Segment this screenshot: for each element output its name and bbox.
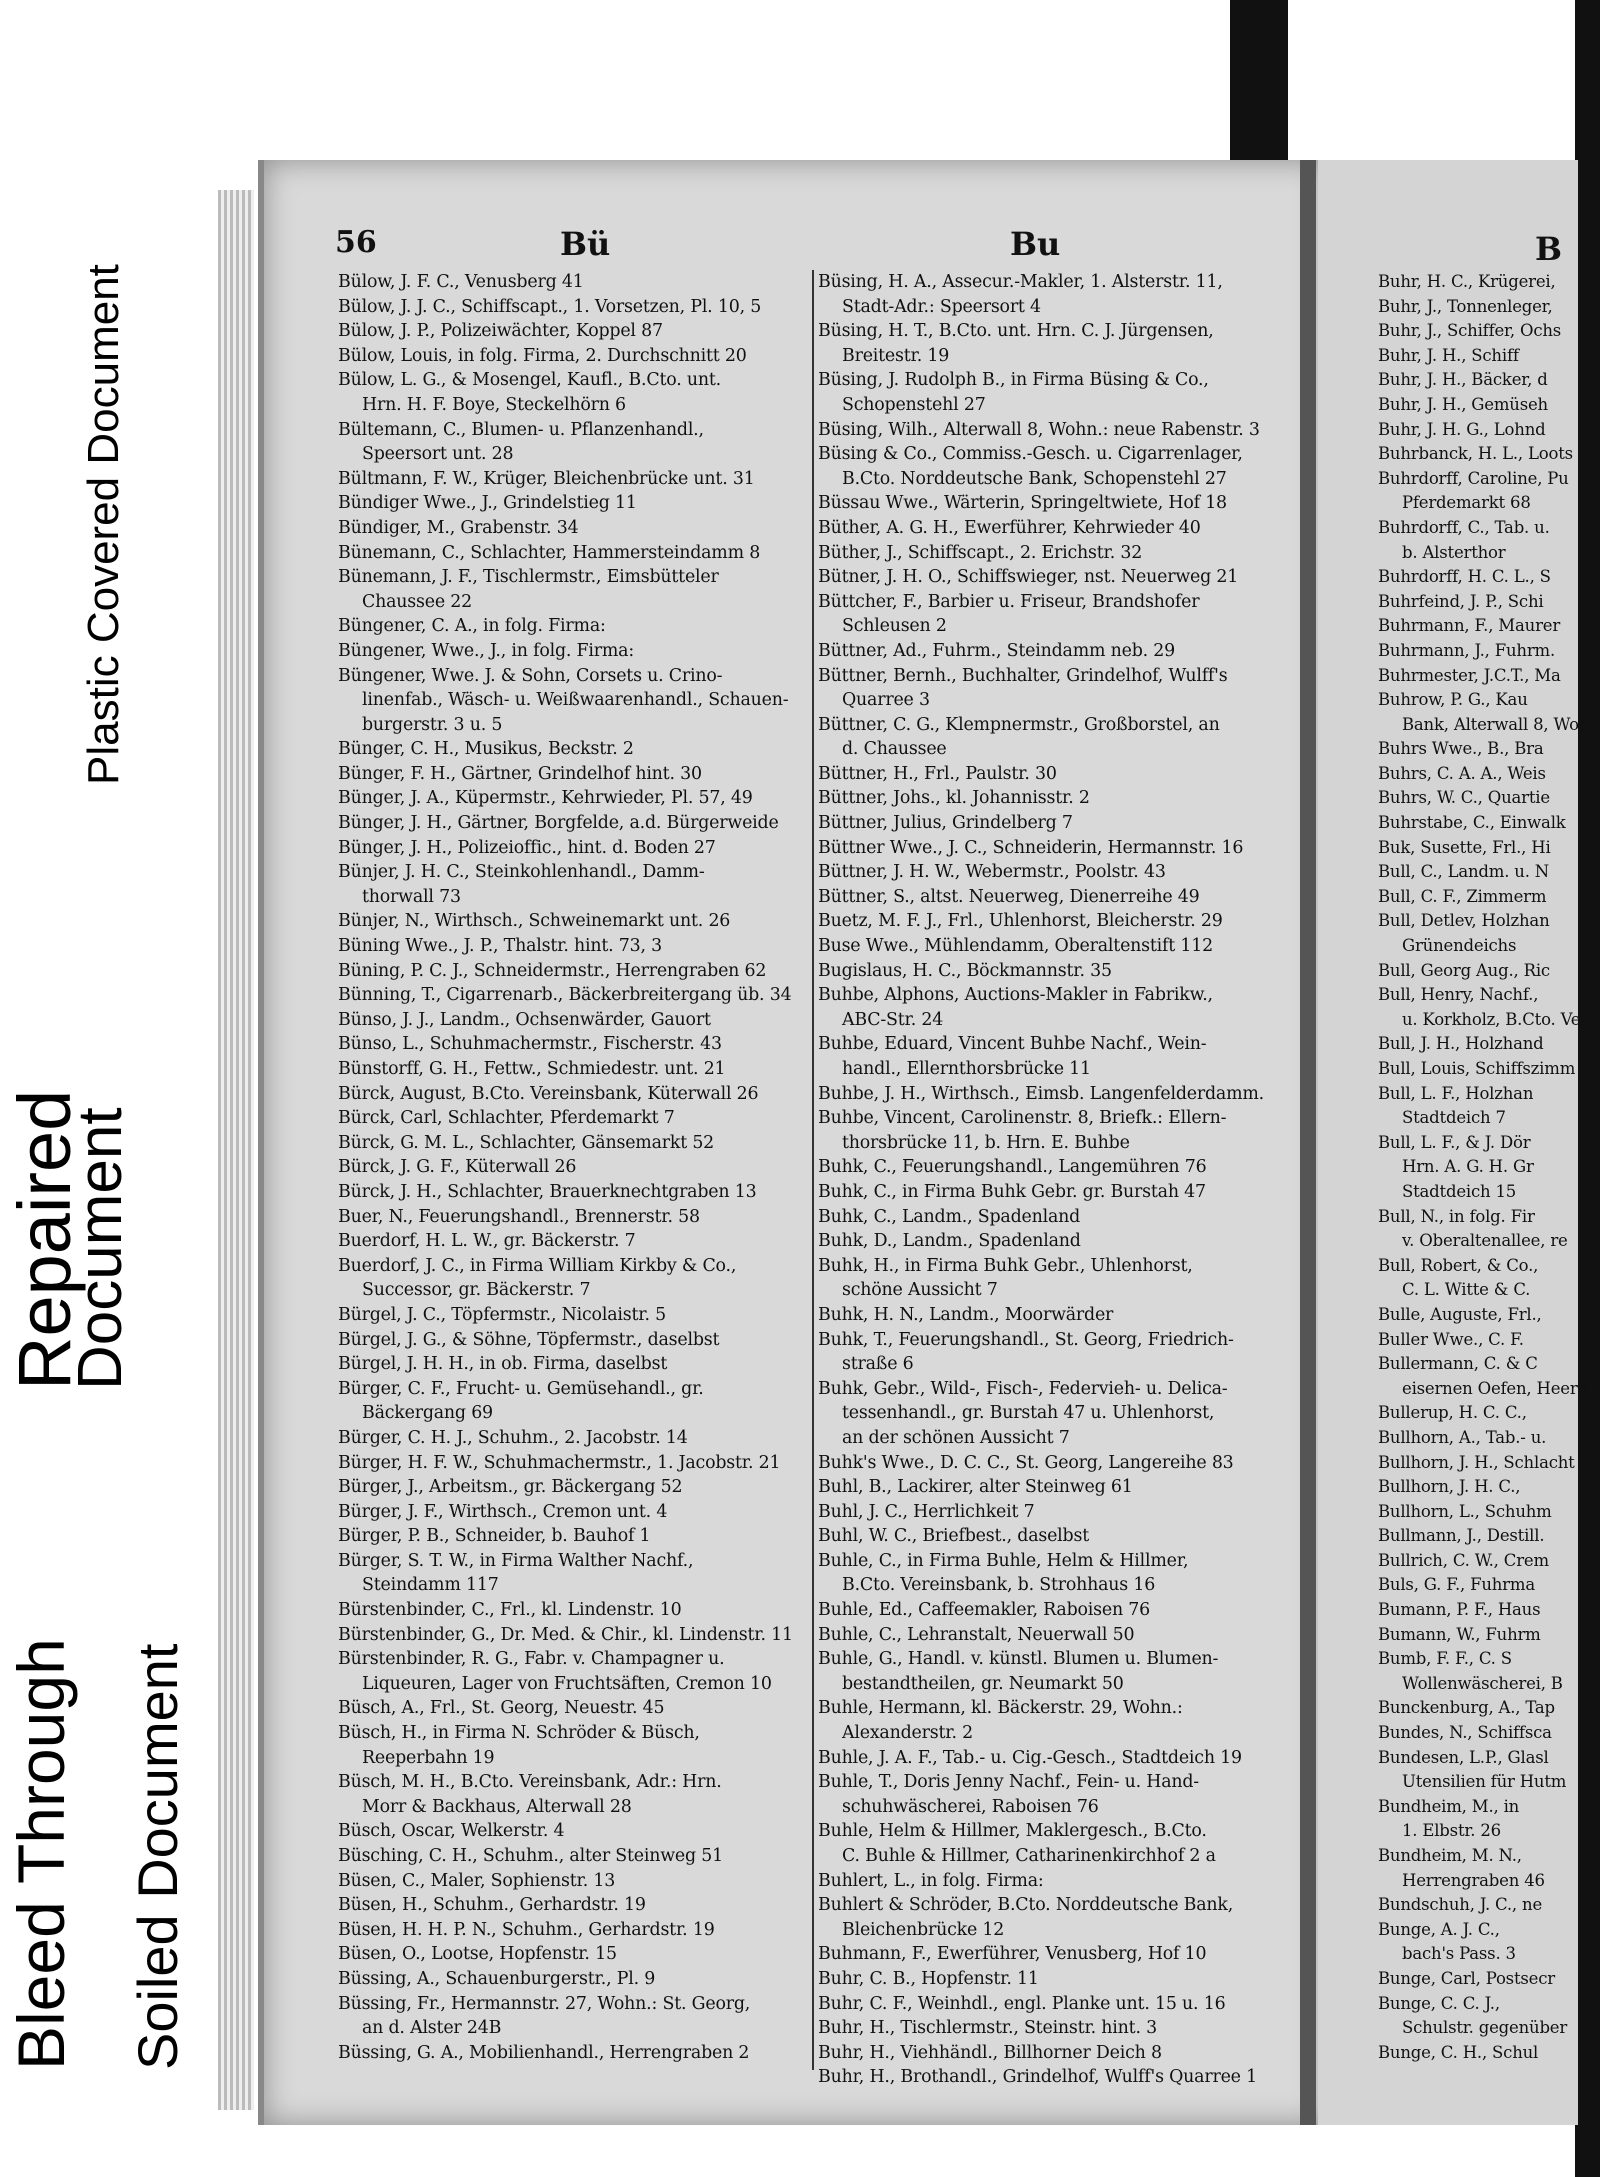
directory-entry: Bütner, J. H. O., Schiffswieger, nst. Neuerweg 21 <box>818 567 1239 588</box>
running-header-next-page: B <box>1535 230 1563 268</box>
entry-continuation: Schulstr. gegenüber <box>1402 2018 1568 2038</box>
entry-continuation: bestandtheilen, gr. Neumarkt 50 <box>842 1673 1124 1694</box>
directory-entry: Bündiger, M., Grabenstr. 34 <box>338 517 579 538</box>
directory-entry: Buhrmester, J.C.T., Ma <box>1378 665 1561 685</box>
entry-continuation: C. Buhle & Hillmer, Catharinenkirchhof 2 a <box>842 1846 1216 1866</box>
directory-entry: Büssing, Fr., Hermannstr. 27, Wohn.: St. Georg, <box>338 1993 751 2014</box>
directory-entry: Buhle, Helm & Hillmer, Maklergesch., B.Cto. <box>818 1821 1207 1842</box>
directory-entry: Bull, Robert, & Co., <box>1378 1255 1539 1275</box>
directory-entry: Bullmann, J., Destill. <box>1378 1526 1545 1546</box>
directory-entry: Bünso, L., Schuhmachermstr., Fischerstr. 43 <box>338 1034 722 1055</box>
entry-continuation: Schleusen 2 <box>842 616 947 637</box>
book-spine <box>1300 160 1316 2125</box>
entry-continuation: an der schönen Aussicht 7 <box>842 1427 1070 1448</box>
directory-entry: Bull, Georg Aug., Ric <box>1378 960 1550 980</box>
directory-entry: Bürck, G. M. L., Schlachter, Gänsemarkt 52 <box>338 1132 715 1153</box>
label-plastic-covered: Plastic Covered Document <box>79 264 128 785</box>
directory-entry: Buhr, J. H., Gemüseh <box>1378 394 1548 414</box>
directory-entry: Bull, N., in folg. Fir <box>1378 1206 1535 1226</box>
entry-continuation: Stadtdeich 15 <box>1402 1181 1517 1201</box>
directory-entry: Büsing & Co., Commiss.-Gesch. u. Cigarrenlager, <box>818 444 1243 465</box>
directory-entry: Bülow, Louis, in folg. Firma, 2. Durchschnitt 20 <box>338 345 747 366</box>
entry-continuation: an d. Alster 24B <box>362 2018 502 2039</box>
directory-entry: Buhle, C., Lehranstalt, Neuerwall 50 <box>818 1624 1135 1645</box>
directory-entry: Buhlert, L., in folg. Firma: <box>818 1870 1044 1891</box>
directory-entry: Büngener, C. A., in folg. Firma: <box>338 616 606 637</box>
directory-entry: Buhr, J., Tonnenleger, <box>1378 296 1553 316</box>
directory-entry: Bullermann, C. & C <box>1378 1354 1538 1374</box>
directory-entry: Bundheim, M. N., <box>1378 1846 1522 1865</box>
directory-entry: Buhle, T., Doris Jenny Nachf., Fein- u. Hand- <box>818 1772 1199 1793</box>
label-bleed-through: Bleed Through <box>4 1638 78 2070</box>
entry-continuation: Morr & Backhaus, Alterwall 28 <box>362 1796 632 1817</box>
directory-entry: Bürger, J., Arbeitsm., gr. Bäckergang 52 <box>338 1477 683 1498</box>
entry-continuation: Bank, Alterwall 8, Woh <box>1402 714 1590 734</box>
directory-entry: Buse Wwe., Mühlendamm, Oberaltenstift 112 <box>818 936 1213 957</box>
directory-entry: Bünger, J. A., Küpermstr., Kehrwieder, Pl. 57, 49 <box>338 788 753 809</box>
directory-entry: Bundheim, M., in <box>1378 1796 1520 1816</box>
directory-entry: Buhr, C. B., Hopfenstr. 11 <box>818 1968 1039 1989</box>
directory-entry: Buhk, D., Landm., Spadenland <box>818 1231 1081 1252</box>
directory-entry: Büsing, J. Rudolph B., in Firma Büsing & Co., <box>818 370 1209 391</box>
directory-entry: Buhk, H. N., Landm., Moorwärder <box>818 1304 1114 1325</box>
directory-entry: Büsch, A., Frl., St. Georg, Neuestr. 45 <box>338 1698 665 1719</box>
directory-entry: Büsing, H. A., Assecur.-Makler, 1. Alsterstr. 11, <box>818 272 1223 292</box>
entry-continuation: Liqueuren, Lager von Fruchtsäften, Cremon 10 <box>362 1673 772 1694</box>
directory-entry: Buhrs Wwe., B., Bra <box>1378 739 1544 759</box>
directory-entry: Bürgel, J. C., Töpfermstr., Nicolaistr. 5 <box>338 1304 666 1325</box>
entry-continuation: burgerstr. 3 u. 5 <box>362 714 503 735</box>
directory-entry: Buhbe, J. H., Wirthsch., Eimsb. Langenfelderdamm. <box>818 1083 1265 1104</box>
directory-column-next-page <box>1378 270 1590 2070</box>
directory-entry: Büssau Wwe., Wärterin, Springeltwiete, Hof 18 <box>818 493 1227 514</box>
running-header-left: Bü <box>560 225 611 263</box>
directory-entry: Bullrich, C. W., Crem <box>1378 1550 1549 1570</box>
label-repaired: Repaired <box>3 1089 86 1390</box>
directory-entry: Buhbe, Vincent, Carolinenstr. 8, Briefk.: Ellern- <box>818 1108 1227 1129</box>
scan-dark-band <box>1230 0 1288 165</box>
directory-entry: Bull, L. F., Holzhan <box>1378 1083 1534 1103</box>
entry-continuation: thorwall 73 <box>362 886 461 907</box>
directory-column-left <box>338 270 808 2070</box>
directory-entry: Bumann, W., Fuhrm <box>1378 1624 1541 1644</box>
entry-continuation: schöne Aussicht 7 <box>842 1280 998 1301</box>
directory-entry: Buhrdorff, H. C. L., S <box>1378 567 1551 587</box>
directory-entry: Büttner, Bernh., Buchhalter, Grindelhof, Wulff's <box>818 665 1228 686</box>
directory-entry: Bullhorn, J. H., Schlacht <box>1378 1452 1575 1472</box>
directory-entry: Büttner, H., Frl., Paulstr. 30 <box>818 763 1057 784</box>
entry-continuation: u. Korkholz, B.Cto. Ve <box>1402 1009 1581 1029</box>
entry-continuation: B.Cto. Vereinsbank, b. Strohhaus 16 <box>842 1575 1156 1596</box>
directory-entry: Büttcher, F., Barbier u. Friseur, Brandshofer <box>818 591 1200 612</box>
directory-entry: Bürgel, J. H. H., in ob. Firma, daselbst <box>338 1354 668 1375</box>
directory-entry: Bünso, J. J., Landm., Ochsenwärder, Gauort <box>338 1009 711 1030</box>
directory-entry: Büsch, M. H., B.Cto. Vereinsbank, Adr.: Hrn. <box>338 1772 722 1793</box>
directory-entry: Bundschuh, J. C., ne <box>1378 1895 1543 1915</box>
directory-entry: Büsen, H., Schuhm., Gerhardstr. 19 <box>338 1895 646 1916</box>
directory-entry: Bürck, August, B.Cto. Vereinsbank, Küterwall 26 <box>338 1083 759 1104</box>
directory-entry: Buhk, Gebr., Wild-, Fisch-, Federvieh- u. Delica- <box>818 1378 1228 1399</box>
directory-entry: Buhlert & Schröder, B.Cto. Norddeutsche Bank, <box>818 1895 1234 1916</box>
directory-entry: Bunge, C. H., Schul <box>1378 2042 1539 2062</box>
directory-entry: Bullhorn, A., Tab.- u. <box>1378 1427 1547 1447</box>
directory-entry: Bunge, Carl, Postsecr <box>1378 1968 1555 1988</box>
directory-entry: Büther, A. G. H., Ewerführer, Kehrwieder 40 <box>818 517 1201 538</box>
directory-entry: Buhk, T., Feuerungshandl., St. Georg, Friedrich- <box>818 1329 1234 1350</box>
directory-entry: Buhk, H., in Firma Buhk Gebr., Uhlenhorst, <box>818 1255 1193 1276</box>
entry-continuation: Quarree 3 <box>842 690 930 711</box>
directory-entry: Buhle, G., Handl. v. künstl. Blumen u. Blumen- <box>818 1649 1219 1670</box>
directory-column-right <box>812 270 1273 2088</box>
directory-entry: Buerdorf, J. C., in Firma William Kirkby & Co., <box>338 1255 737 1276</box>
directory-entry: Buhk, C., Landm., Spadenland <box>818 1206 1081 1227</box>
directory-entry: Büttner, Julius, Grindelberg 7 <box>818 813 1073 834</box>
directory-entry: Buhr, C. F., Weinhdl., engl. Planke unt. 15 u. 16 <box>818 1993 1226 2014</box>
label-soiled-document: Soiled Document <box>126 1643 189 2070</box>
directory-entry: Buls, G. F., Fuhrma <box>1378 1575 1535 1595</box>
directory-entry: Buk, Susette, Frl., Hi <box>1378 837 1551 857</box>
directory-entry: Bünemann, J. F., Tischlermstr., Eimsbütteler <box>338 567 719 588</box>
directory-entry: Büssing, G. A., Mobilienhandl., Herrengraben 2 <box>338 2042 750 2063</box>
directory-entry: Büttner, Ad., Fuhrm., Steindamm neb. 29 <box>818 640 1176 661</box>
directory-entry: Bünstorff, G. H., Fettw., Schmiedestr. unt. 21 <box>338 1059 726 1079</box>
entry-continuation: thorsbrücke 11, b. Hrn. E. Buhbe <box>842 1132 1130 1153</box>
directory-entry: Buhrmann, F., Maurer <box>1378 616 1561 636</box>
directory-entry: Buhbe, Alphons, Auctions-Makler in Fabrikw., <box>818 985 1213 1006</box>
directory-entry: Bugislaus, H. C., Böckmannstr. 35 <box>818 960 1112 981</box>
entry-continuation: handl., Ellernthorsbrücke 11 <box>842 1059 1091 1079</box>
directory-entry: Bullhorn, L., Schuhm <box>1378 1501 1552 1521</box>
directory-entry: Büssing, A., Schauenburgerstr., Pl. 9 <box>338 1968 656 1989</box>
entry-continuation: Stadtdeich 7 <box>1402 1108 1506 1128</box>
directory-entry: Büttner, Johs., kl. Johannisstr. 2 <box>818 788 1090 809</box>
directory-entry: Buhr, J. H., Schiff <box>1378 345 1519 365</box>
directory-entry: Bürstenbinder, R. G., Fabr. v. Champagner u. <box>338 1649 725 1670</box>
entry-continuation: eisernen Oefen, Heerd <box>1402 1378 1588 1398</box>
directory-entry: Bünjer, J. H. C., Steinkohlenhandl., Damm- <box>338 862 705 883</box>
directory-entry: Buhk's Wwe., D. C. C., St. Georg, Langereihe 83 <box>818 1452 1234 1473</box>
directory-entry: Bürger, C. H. J., Schuhm., 2. Jacobstr. 14 <box>338 1427 688 1448</box>
directory-entry: Büsch, H., in Firma N. Schröder & Büsch, <box>338 1723 700 1744</box>
directory-entry: Buhr, H. C., Krügerei, <box>1378 272 1556 291</box>
label-repaired-document: Document <box>66 1107 135 1390</box>
entry-continuation: Herrengraben 46 <box>1402 1870 1545 1890</box>
directory-entry: Buller Wwe., C. F. <box>1378 1329 1524 1349</box>
directory-entry: Buhbe, Eduard, Vincent Buhbe Nachf., Wein- <box>818 1034 1207 1055</box>
entry-continuation: Hrn. A. G. H. Gr <box>1402 1157 1534 1177</box>
entry-continuation: Grünendeichs <box>1402 936 1517 956</box>
directory-entry: Buhle, J. A. F., Tab.- u. Cig.-Gesch., Stadtdeich 19 <box>818 1747 1242 1768</box>
entry-continuation: Speersort unt. 28 <box>362 444 514 465</box>
directory-entry: Buhr, H., Viehhändl., Billhorner Deich 8 <box>818 2042 1162 2063</box>
entry-continuation: Bäckergang 69 <box>362 1403 493 1424</box>
entry-continuation: b. Alsterthor <box>1402 542 1506 562</box>
directory-entry: Büning Wwe., J. P., Thalstr. hint. 73, 3 <box>338 936 663 957</box>
directory-entry: Bünemann, C., Schlachter, Hammersteindamm 8 <box>338 542 761 563</box>
directory-entry: Büning, P. C. J., Schneidermstr., Herrengraben 62 <box>338 960 767 981</box>
directory-entry: Büsching, C. H., Schuhm., alter Steinweg 51 <box>338 1846 723 1866</box>
directory-entry: Bull, J. H., Holzhand <box>1378 1034 1544 1054</box>
entry-continuation: straße 6 <box>842 1354 914 1375</box>
directory-entry: Buhl, J. C., Herrlichkeit 7 <box>818 1501 1035 1522</box>
directory-entry: Buetz, M. F. J., Frl., Uhlenhorst, Bleicherstr. 29 <box>818 911 1223 932</box>
directory-entry: Bülow, J. F. C., Venusberg 41 <box>338 272 584 292</box>
directory-entry: Buhrbanck, H. L., Loots <box>1378 444 1573 464</box>
entry-continuation: B.Cto. Norddeutsche Bank, Schopenstehl 27 <box>842 468 1227 489</box>
page-number: 56 <box>335 225 377 260</box>
directory-entry: Bürger, H. F. W., Schuhmachermstr., 1. Jacobstr. 21 <box>338 1452 781 1473</box>
directory-entry: Bundes, N., Schiffsca <box>1378 1723 1552 1743</box>
directory-entry: Bull, C. F., Zimmerm <box>1378 886 1547 906</box>
directory-entry: Bünjer, N., Wirthsch., Schweinemarkt unt. 26 <box>338 911 731 932</box>
entry-continuation: Chaussee 22 <box>362 591 472 612</box>
directory-entry: Bürstenbinder, C., Frl., kl. Lindenstr. 10 <box>338 1600 682 1621</box>
directory-entry: Buhk, C., in Firma Buhk Gebr. gr. Burstah 47 <box>818 1181 1206 1202</box>
entry-continuation: Schopenstehl 27 <box>842 394 986 415</box>
entry-continuation: Steindamm 117 <box>362 1575 499 1596</box>
directory-entry: Büsen, H. H. P. N., Schuhm., Gerhardstr. 19 <box>338 1919 715 1940</box>
entry-continuation: Alexanderstr. 2 <box>842 1723 973 1744</box>
directory-entry: Buhle, C., in Firma Buhle, Helm & Hillmer, <box>818 1550 1189 1571</box>
entry-continuation: linenfab., Wäsch- u. Weißwaarenhandl., Schauen- <box>362 690 789 711</box>
directory-entry: Buhle, Hermann, kl. Bäckerstr. 29, Wohn.: <box>818 1698 1183 1719</box>
directory-entry: Büsing, H. T., B.Cto. unt. Hrn. C. J. Jürgensen, <box>818 321 1214 342</box>
directory-entry: Bulle, Auguste, Frl., <box>1378 1304 1542 1324</box>
directory-entry: Buhr, J. H. G., Lohnd <box>1378 419 1546 439</box>
directory-entry: Bumb, F. F., C. S <box>1378 1649 1512 1669</box>
directory-entry: Bünger, F. H., Gärtner, Grindelhof hint. 30 <box>338 763 702 784</box>
directory-entry: Büttner, C. G., Klempnermstr., Großborstel, an <box>818 714 1220 735</box>
directory-entry: Büther, J., Schiffscapt., 2. Erichstr. 32 <box>818 542 1143 563</box>
directory-entry: Buhr, H., Tischlermstr., Steinstr. hint. 3 <box>818 2018 1157 2039</box>
entry-continuation: Utensilien für Hutm <box>1402 1772 1567 1792</box>
directory-entry: Bull, Louis, Schiffszimm <box>1378 1059 1576 1078</box>
entry-continuation: Breitestr. 19 <box>842 345 950 366</box>
directory-entry: Bünning, T., Cigarrenarb., Bäckerbreitergang üb. 34 <box>338 985 792 1006</box>
entry-continuation: v. Oberaltenallee, re <box>1402 1231 1568 1251</box>
page-edge <box>218 190 254 2110</box>
directory-entry: Buhrfeind, J. P., Schi <box>1378 591 1544 611</box>
directory-entry: Bull, L. F., & J. Dör <box>1378 1132 1531 1152</box>
entry-continuation: Hrn. H. F. Boye, Steckelhörn 6 <box>362 394 626 415</box>
directory-entry: Büsch, Oscar, Welkerstr. 4 <box>338 1821 565 1842</box>
directory-entry: Büttner, J. H. W., Webermstr., Poolstr. 43 <box>818 862 1166 883</box>
directory-entry: Bunge, A. J. C., <box>1378 1919 1500 1939</box>
directory-entry: Bülow, J. J. C., Schiffscapt., 1. Vorsetzen, Pl. 10, 5 <box>338 296 762 317</box>
directory-entry: Buhrdorff, Caroline, Pu <box>1378 468 1569 488</box>
entry-continuation: 1. Elbstr. 26 <box>1402 1821 1501 1841</box>
directory-entry: Buhl, W. C., Briefbest., daselbst <box>818 1526 1089 1547</box>
directory-entry: Buhrow, P. G., Kau <box>1378 690 1528 710</box>
directory-entry: Buerdorf, H. L. W., gr. Bäckerstr. 7 <box>338 1231 636 1252</box>
directory-entry: Bunge, C. C. J., <box>1378 1993 1500 2013</box>
directory-entry: Bull, Henry, Nachf., <box>1378 985 1539 1005</box>
directory-entry: Büngener, Wwe., J., in folg. Firma: <box>338 640 635 661</box>
directory-entry: Bullerup, H. C. C., <box>1378 1403 1527 1423</box>
directory-entry: Buhk, C., Feuerungshandl., Langemühren 76 <box>818 1157 1207 1178</box>
directory-entry: Bünger, J. H., Polizeioffic., hint. d. Boden 27 <box>338 837 716 858</box>
entry-continuation: Stadt-Adr.: Speersort 4 <box>842 296 1041 317</box>
scan-edge-strip <box>1575 0 1600 2177</box>
directory-entry: Bülow, J. P., Polizeiwächter, Koppel 87 <box>338 321 663 342</box>
directory-entry: Büttner Wwe., J. C., Schneiderin, Hermannstr. 16 <box>818 837 1244 858</box>
entry-continuation: d. Chaussee <box>842 739 947 760</box>
entry-continuation: C. L. Witte & C. <box>1402 1280 1531 1300</box>
directory-entry: Bürger, P. B., Schneider, b. Bauhof 1 <box>338 1526 651 1547</box>
directory-entry: Buer, N., Feuerungshandl., Brennerstr. 58 <box>338 1206 700 1227</box>
directory-entry: Büttner, S., altst. Neuerweg, Dienerreihe 49 <box>818 886 1200 907</box>
directory-entry: Buhrs, W. C., Quartie <box>1378 788 1550 808</box>
directory-entry: Bürger, S. T. W., in Firma Walther Nachf., <box>338 1550 694 1571</box>
directory-entry: Buhmann, F., Ewerführer, Venusberg, Hof 10 <box>818 1944 1207 1965</box>
directory-entry: Büsen, O., Lootse, Hopfenstr. 15 <box>338 1944 617 1965</box>
directory-entry: Büngener, Wwe. J. & Sohn, Corsets u. Crino- <box>338 665 723 686</box>
directory-entry: Buhr, J., Schiffer, Ochs <box>1378 321 1562 341</box>
entry-continuation: Reeperbahn 19 <box>362 1747 495 1768</box>
directory-entry: Bürstenbinder, G., Dr. Med. & Chir., kl. Lindenstr. 11 <box>338 1624 793 1645</box>
directory-entry: Bürger, J. F., Wirthsch., Cremon unt. 4 <box>338 1501 668 1522</box>
directory-entry: Bundesen, L.P., Glasl <box>1378 1747 1549 1767</box>
entry-continuation: schuhwäscherei, Raboisen 76 <box>842 1796 1099 1817</box>
directory-entry: Bürck, J. G. F., Küterwall 26 <box>338 1157 577 1178</box>
directory-entry: Bumann, P. F., Haus <box>1378 1600 1541 1620</box>
entry-continuation: ABC-Str. 24 <box>842 1009 944 1030</box>
directory-entry: Buhle, Ed., Caffeemakler, Raboisen 76 <box>818 1600 1151 1621</box>
directory-entry: Buhrdorff, C., Tab. u. <box>1378 517 1550 537</box>
directory-entry: Bullhorn, J. H. C., <box>1378 1477 1521 1497</box>
directory-entry: Buhr, J. H., Bäcker, d <box>1378 370 1548 390</box>
directory-entry: Bültemann, C., Blumen- u. Pflanzenhandl., <box>338 419 704 440</box>
directory-entry: Buhrstabe, C., Einwalk <box>1378 813 1566 833</box>
directory-entry: Bürck, J. H., Schlachter, Brauerknechtgraben 13 <box>338 1181 757 1202</box>
directory-entry: Bündiger Wwe., J., Grindelstieg 11 <box>338 493 637 514</box>
entry-continuation: Wollenwäscherei, B <box>1402 1673 1563 1693</box>
directory-entry: Bülow, L. G., & Mosengel, Kaufl., B.Cto. unt. <box>338 370 721 391</box>
directory-entry: Bull, Detlev, Holzhan <box>1378 911 1550 931</box>
directory-entry: Buhl, B., Lackirer, alter Steinweg 61 <box>818 1477 1133 1498</box>
directory-entry: Bunckenburg, A., Tap <box>1378 1698 1555 1718</box>
directory-entry: Bünger, J. H., Gärtner, Borgfelde, a.d. Bürgerweide <box>338 813 779 834</box>
entry-continuation: Pferdemarkt 68 <box>1402 493 1531 513</box>
entry-continuation: Bleichenbrücke 12 <box>842 1919 1005 1940</box>
directory-entry: Buhrs, C. A. A., Weis <box>1378 763 1546 783</box>
directory-entry: Bültmann, F. W., Krüger, Bleichenbrücke unt. 31 <box>338 468 755 489</box>
running-header-right: Bu <box>1010 225 1061 263</box>
entry-continuation: bach's Pass. 3 <box>1402 1944 1516 1964</box>
directory-entry: Büsing, Wilh., Alterwall 8, Wohn.: neue Rabenstr. 3 <box>818 419 1260 440</box>
directory-entry: Bürger, C. F., Frucht- u. Gemüsehandl., gr. <box>338 1378 704 1399</box>
directory-entry: Bürck, Carl, Schlachter, Pferdemarkt 7 <box>338 1108 675 1129</box>
directory-entry: Bürgel, J. G., & Söhne, Töpfermstr., daselbst <box>338 1329 720 1350</box>
directory-entry: Bull, C., Landm. u. N <box>1378 862 1550 882</box>
directory-entry: Bünger, C. H., Musikus, Beckstr. 2 <box>338 739 634 760</box>
entry-continuation: Successor, gr. Bäckerstr. 7 <box>362 1280 591 1301</box>
directory-entry: Büsen, C., Maler, Sophienstr. 13 <box>338 1870 616 1891</box>
directory-entry: Buhrmann, J., Fuhrm. <box>1378 640 1556 660</box>
directory-entry: Buhr, H., Brothandl., Grindelhof, Wulff's Quarree 1 <box>818 2067 1257 2088</box>
entry-continuation: tessenhandl., gr. Burstah 47 u. Uhlenhorst, <box>842 1403 1215 1424</box>
